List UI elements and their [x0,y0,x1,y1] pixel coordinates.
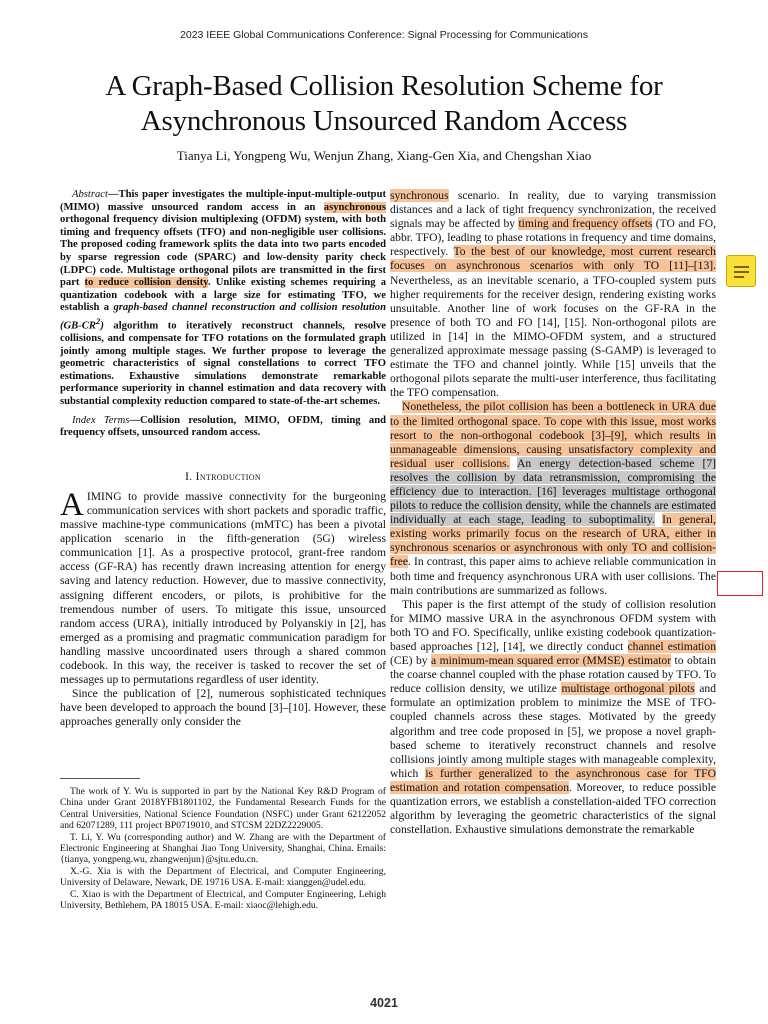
intro-paragraph: AIMING to provide massive connectivity for the burgeoning communication services with short packets and sporadic traffic, massive machine-type communications (mMTC) has been a pivotal application scenario in the fifth-generation (5G) wireless communication [1]. As a prospective protocol, grant-free random access (GF-RA) has recently drawn increasing attention for energy saving and latency reduction. However, due to massive connectivity, assigning different encoders, or pilots, is prohibitive for the tremendous number of users. To mitigate this issue, unsourced random access (URA), initially introduced by Polyanskiy in [2], has emerged as a promising and pragmatic communication paradigm for handling massive uncoordinated users through a shared common codebook. In this way, the receiver is tasked to recover the set of messages up to permutations regardless of user identity. [60,486,386,687]
intro-body [60,486,386,730]
right-column [390,189,716,837]
highlight[interactable]: to reduce collision density [84,277,208,289]
index-terms-label: Index Terms [72,414,130,426]
footnotes [60,786,386,911]
highlight[interactable]: timing and frequency offsets [518,217,653,231]
note-line [734,266,749,268]
note-line [734,276,744,278]
highlight[interactable]: Nonetheless, the pilot collision has been a bottleneck in URA due to the limited orthogonal space. To cope with this issue, most works resort to the non-orthogonal codebook [3]–[9], which results in unmanageable dimensions, causing unsatisfactory complexity and residual user collisions. [390,400,716,470]
highlight[interactable]: is further generalized to the asynchronous case for TFO estimation and rotation compensation [390,766,717,794]
conference-header: 2023 IEEE Global Communications Conference: Signal Processing for Communications [180,29,588,41]
footnote-rule [60,778,140,779]
author-list: Tianya Li, Yongpeng Wu, Wenjun Zhang, Xiang-Gen Xia, and Chengshan Xiao [176,148,592,163]
comment-note-icon[interactable] [726,255,756,287]
page-number: 4021 [370,996,398,1010]
title-line-2: Asynchronous Unsourced Random Access [140,105,628,137]
title-line-1: A Graph-Based Collision Resolution Scheme for [105,70,663,102]
highlight[interactable]: a minimum-mean squared error (MMSE) estimator [431,654,672,668]
highlight[interactable]: synchronous [390,189,449,202]
footnote: C. Xiao is with the Department of Electrical, and Computer Engineering, Lehigh University, Bethlehem, PA 18015 USA. E-mail: xiaoc@lehigh.edu. [60,888,386,912]
index-terms: Index Terms—Collision resolution, MIMO, OFDM, timing and frequency offsets, unsourced random access. [60,414,386,439]
footnote: X.-G. Xia is with the Department of Electrical, and Computer Engineering, University of Delaware, Newark, DE 19716 USA. E-mail: xianggen@udel.edu. [60,865,386,889]
highlight[interactable]: asynchronous [323,201,386,213]
drop-cap: A [60,486,84,523]
highlight[interactable]: multistage orthogonal pilots [561,682,695,696]
note-line [734,271,749,273]
abstract: Abstract—This paper investigates the multiple-input-multiple-output (MIMO) massive unsourced random access in an asynchronous orthogonal frequency division multiplexing (OFDM) system, with both timing and frequency offsets (TFO) and non-negligible user collisions. The proposed coding framework splits the data into two parts encoded by sparse regression code (SPARC) and low-density parity check (LDPC) code. Multistage orthogonal pilots are transmitted in the first part to reduce collision density. Unlike existing schemes requiring a quantization codebook with a large size for estimating TFO, we establish a graph-based channel reconstruction and collision resolution $(GB-CR^2)$ algorithm to iteratively reconstruct channels, resolve collisions, and compensate for TFO rotations on the formulated graph jointly among multiple stages. We further propose to leverage the geometric characteristics of signal constellations to correct TFO estimations. Exhaustive simulations demonstrate remarkable performance superiority in channel estimation and data recovery with substantial complexity reduction compared to state-of-the-art schemes. [60,189,387,408]
highlight[interactable]: channel estimation [627,640,716,653]
paper-title [40,69,728,139]
footnote: T. Li, Y. Wu (corresponding author) and W. Zhang are with the Department of Electronic Engineering at Shanghai Jiao Tong University, Shanghai, China. Emails: {tianya, yongpeng.wu, zhangwenjun}@sjtu.edu.cn. [60,831,386,866]
body-paragraph: This paper is the first attempt of the study of collision resolution for MIMO massive URA in the asynchronous OFDM system with both TO and FO. Specifically, unlike existing codebook quantization-based approaches [12], [14], we directly conduct channel estimation (CE) by a minimum-mean squared error (MMSE) estimator to obtain the coarse channel coupled with the phase rotation caused by TFO. To reduce collision density, we utilize multistage orthogonal pilots and formulate an optimization problem to minimize the MSE of TFO-coupled channels across these stages. Motivated by the greedy algorithm and tree code proposed in [5], we propose a novel graph-based scheme to iteratively reconstruct channels and resolve collisions jointly among multiple stages with manageable complexity, which is further generalized to the asynchronous case for TFO estimation and rotation compensation. Moreover, to reduce possible quantization errors, we establish a constellation-aided TFO correction algorithm by leveraging the geometric characteristics of the signal constellation. Exhaustive simulations demonstrate the remarkable [390,597,717,837]
highlight[interactable]: In general, existing works primarily focus on the research of URA, either in synchronous scenarios or asynchronous with only TO and [390,513,716,555]
section-heading: I. Introduction [185,469,261,483]
highlight[interactable]: To the best of our knowledge, most current research focuses on asynchronous scenarios with only TO [11]–[13]. [390,245,716,273]
body-paragraph: Nonetheless, the pilot collision has been a bottleneck in URA due to the limited orthogonal space. To cope with this issue, most works resort to the non-orthogonal codebook [3]–[9], which results in unmanageable dimensions, causing unsatisfactory complexity and residual user collisions. An energy detection-based scheme [7] resolves the collision by data retransmission, compromising the efficiency due to interaction. [16] leverages multistage orthogonal pilots to reduce the collision density, while the channels are estimated individually at each stage, leading to suboptimality. In general, existing works primarily focus on the research of URA, either in synchronous scenarios or asynchronous with only TO and collision-free. In contrast, this paper aims to achieve reliable communication in both time and frequency asynchronous URA with user collisions. The main contributions are summarized as follows. [390,400,716,597]
highlight[interactable]: collision-free [390,541,716,569]
annotation-box[interactable] [717,571,763,596]
body-paragraph: synchronous scenario. In reality, due to varying transmission distances and a lack of tight frequency synchronization, the received signals may be affected by timing and frequency offsets (TO and FO, abbr. TFO), leading to phase rotations in frequency and time domains, respectively. To the best of our knowledge, most current research focuses on asynchronous scenarios with only TO [11]–[13]. Nevertheless, as an inevitable scenario, a TFO-coupled system puts higher requirements for the receiver design, rendering existing works unsuitable. Another line of work focuses on the GF-RA in the presence of both TO and FO [14], [15]. Non-orthogonal pilots are utilized in [14] in the MIMO-OFDM system, and a structured generalized approximate message passing (S-GAMP) is leveraged to estimate the TFO and channel jointly. While [15] unveils that the orthogonal pilots separate the multi-user interference, thus facilitating the TFO compensation. [390,189,716,400]
gray-highlight[interactable]: An energy detection-based scheme [7] resolves the collision by data retransmission, compromising the efficiency due to interaction. [16] leverages multistage orthogonal pilots to reduce the collision density, while the channels are estimated individually at each stage, leading to suboptimality. [390,456,716,527]
abstract-label: Abstract [72,189,108,200]
intro-paragraph: Since the publication of [2], numerous sophisticated techniques have been developed to approach the bound [3]–[10]. However, these approaches generally only consider the [60,687,386,729]
left-column [60,189,386,730]
footnote: The work of Y. Wu is supported in part by the National Key R&D Program of China under Grant 2018YFB1801102, the Fundamental Research Funds for the Central Universities, National Science Foundation (NSFC) under Grant 62122052 and 62071289, 111 project BP0719010, and STCSM 22DZ2229005. [60,786,386,832]
